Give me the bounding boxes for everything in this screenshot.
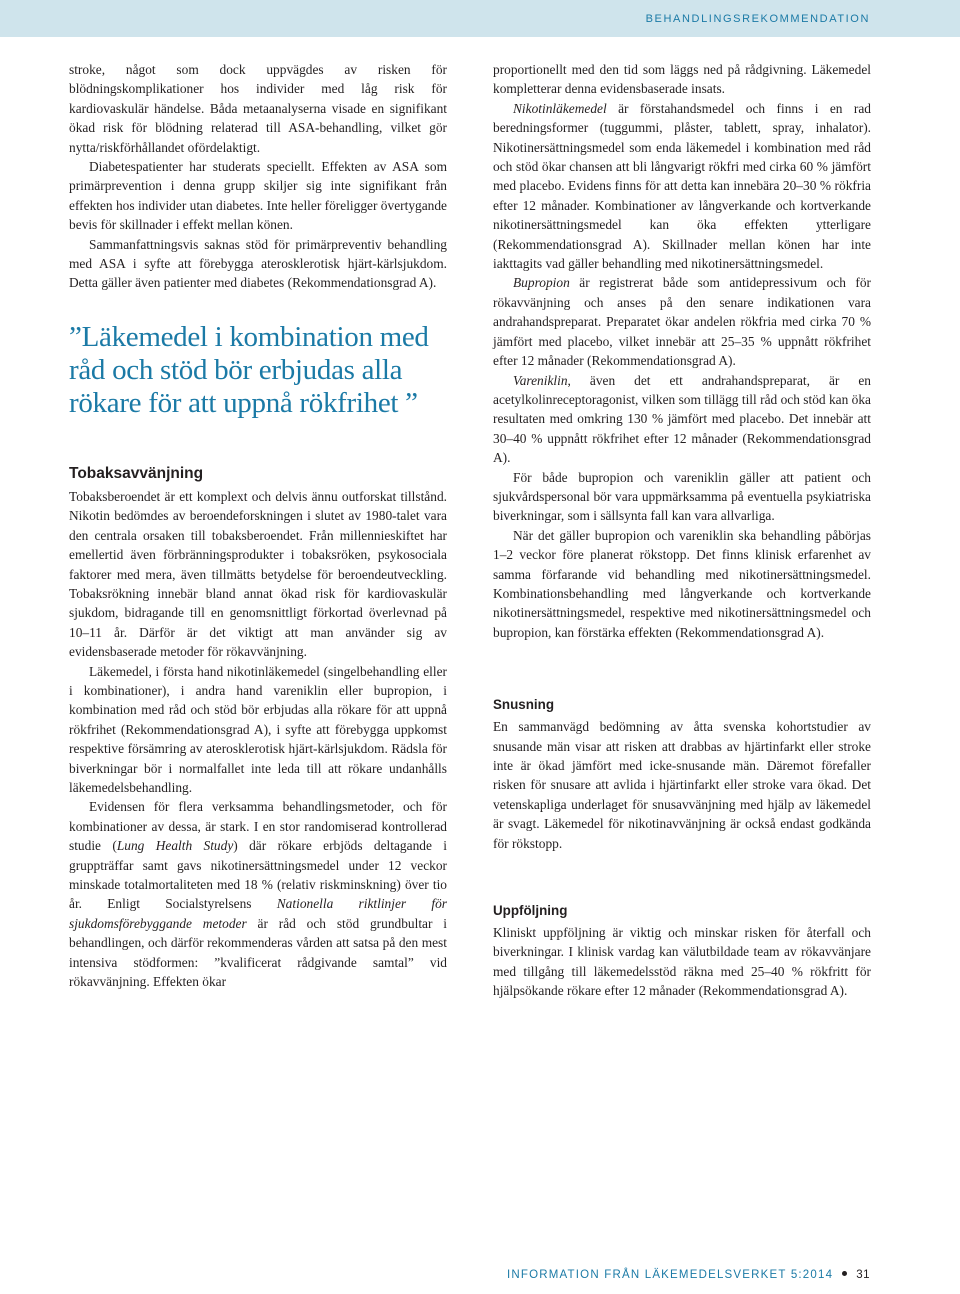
open-quote-mark: ” <box>69 320 82 353</box>
header-band <box>0 0 960 37</box>
paragraph: När det gäller bupropion och vareniklin ska behandling påbörjas 1–2 veckor före planerat rökstopp. Det finns klinisk erfarenhet av samma förfarande vid behandling med nikotinersättningsmedel. Kombinationsbehandling med långverkande och kortverkande nikotinersättningsmedel, respektive med nikotinersättningsmedel och bupropion, kan förstärka effekten (Rekommendationsgrad A). <box>493 527 871 640</box>
section-heading-uppfoljning: Uppföljning <box>493 903 568 919</box>
paragraph: proportionellt med den tid som läggs ned på rådgivning. Läkemedel kompletterar denna evidensbaserade insats. <box>493 62 871 97</box>
pull-quote <box>69 321 447 420</box>
page-number: 31 <box>856 1269 870 1281</box>
text-run: ) där rökare erbjöds deltagande i gruppträffar samt gavs nikotinersättningsmedel under 12 veckor minskade totalmortaliteten med 18 % (relativ riskminskning) över tio år. Enligt Socialstyrelsens <box>69 838 447 912</box>
paragraph <box>493 371 871 468</box>
paragraph: Diabetespatienter har studerats speciellt. Effekten av ASA som primärprevention i denna grupp skiljer sig inte signifikant från effekten hos individer utan diabetes. Inte heller föreligger övertygande bevis för skillnader i effekt mellan könen. <box>69 159 447 233</box>
paragraph <box>493 273 871 370</box>
close-quote-mark: ” <box>405 386 418 419</box>
paragraph: En sammanvägd bedömning av åtta svenska kohortstudier av snusande män visar att risken att drabbas av hjärtinfarkt eller stroke inte är ökad jämfört med icke-snusande män. Däremot förefaller risken för snusare att avlida i hjärtinfarkt eller stroke vara ökad. Det vetenskapliga underlaget för snusavvänjning med hjälp av läkemedel är svagt. Läkemedel för nikotinavvänjning är också endast godkända för rökstopp. <box>493 719 871 851</box>
study-name: Lung Health Study <box>116 838 234 854</box>
publication-name: INFORMATION FRÅN LÄKEMEDELSVERKET 5:2014 <box>506 1269 834 1281</box>
text-run: är förstahandsmedel och finns i en rad beredningsformer (tuggummi, plåster, tablett, spray, inhalator). Nikotinersättningsmedel som enda läkemedel i kombination med råd och stöd ökar chansen att bli långvarigt rökfri med cirka 60 % jämfört med placebo. Evidens finns för att detta kan innebära 20–30 % rökfria efter 12 månader. Kombinationer av långverkande och kortverkande nikotinersättningsmedel kan öka effekten ytterligare (Rekommendationsgrad A). Skillnader mellan könen har inte iakttagits vad gäller behandling med nikotinersättningsmedel. <box>493 100 871 272</box>
paragraph: Sammanfattningsvis saknas stöd för primärpreventiv behandling med ASA i syfte att förebygga aterosklerotisk hjärt-kärlsjukdom. Detta gäller även patienter med diabetes (Rekommendationsgrad A). <box>69 236 447 291</box>
text-run: , även det ett andrahandspreparat, är en acetylkolinreceptoragonist, vilken som tillägg till råd och stöd kan öka resultaten med omkring 130 % jämfört med placebo. Det innebär att 30–40 % uppnått rökfrihet efter 12 månader (Rekommendationsgrad A). <box>493 372 871 466</box>
right-column <box>493 60 871 1001</box>
drug-term: Nikotinläkemedel <box>513 100 607 116</box>
paragraph: För både bupropion och vareniklin gäller att patient och sjukvårdspersonal bör vara uppmärksamma på eventuella psykiatriska biverkningar, som i sällsynta fall kan vara allvarliga. <box>493 469 871 524</box>
section-heading-tobaksavvanjning: Tobaksavvänjning <box>69 464 204 482</box>
guideline-title: Nationella riktlinjer för sjukdomsförebyggande metoder <box>69 896 447 931</box>
drug-term: Bupropion <box>513 275 570 291</box>
paragraph: Kliniskt uppföljning är viktig och minskar risken för återfall och biverkningar. I klinisk vardag kan välutbildade team av rökavvänjare med tillgång till läkemedelsstöd räkna med 25–40 % rökfritt för hjälpsökande rökare efter 12 månader (Rekommendationsgrad A). <box>493 925 871 999</box>
section-label: BEHANDLINGSREKOMMENDATION <box>645 13 870 25</box>
paragraph <box>493 99 871 274</box>
page-footer <box>507 1269 870 1281</box>
text-run: är råd och stöd grundbultar i behandlingen, och därför rekommenderas vården att satsa på den mest intensiva stödformen: ”kvalificerat rådgivande samtal” vid rökavvänjning. Effekten ökar <box>69 915 448 990</box>
text-run: Evidensen för flera verksamma behandlingsmetoder, och för kombinationer av dessa, är stark. I en stor randomiserad kontrollerad studie ( <box>69 799 447 854</box>
pull-quote-text: Läkemedel i kombination med råd och stöd bör erbjudas alla rökare för att uppnå rökfrihet <box>69 320 429 419</box>
paragraph: Tobaksberoendet är ett komplext och delvis ännu outforskat tillstånd. Nikotin bedömdes av beroendeforskningen i slutet av 1980-talet vara den centrala orsaken till tobaksberoendet. Från millennieskiftet har emellertid även förbränningsprodukter i tobaksröken, psykosociala faktorer med mera, även tillmätts betydelse för beroendeutveckling. Tobaksrökning innebär bland annat ökad risk för kardiovaskulär sjukdom, bidragande till en genomsnittligt förkortad överlevnad på 10–11 år. Därför är det viktigt att man använder sig av evidensbaserade metoder för rökavvänjning. <box>69 488 447 660</box>
text-run: är registrerat både som antidepressivum och för rökavvänjning och anses på den senare indikationen vara andrahandspreparat. Preparatet ökar andelen rökfria med cirka 70 % jämfört med placebo, vilket innebär att 25–35 % uppnått rökfrihet efter 12 månader (Rekommendationsgrad A). <box>493 275 871 369</box>
paragraph: Läkemedel, i första hand nikotinläkemedel (singelbehandling eller i kombinationer), i andra hand vareniklin eller bupropion, i kombination med råd och stöd bör erbjudas alla rökare för att uppnå rökfrihet (Rekommendationsgrad A), i syfte att förebygga uppkomst respektive försämring av aterosklerotisk hjärt-kärlsjukdom. Rädsla för biverkningar bör i normalfallet inte leda till att rökare undanhålls läkemedelsbehandling. <box>69 663 447 795</box>
section-heading-snusning: Snusning <box>493 697 554 713</box>
paragraph <box>69 797 447 991</box>
paragraph: stroke, något som dock uppvägdes av risken för blödningskomplikationer hos individer med låg risk för kardiovaskulär händelse. Båda metaanalyserna visade en signifikant ökad risk för blödning relaterad till ASA-behandling, vilket gör nytta/riskförhållandet ofördelaktigt. <box>69 62 447 155</box>
bullet-separator <box>842 1271 847 1276</box>
left-column <box>69 60 447 991</box>
drug-term: Vareniklin <box>513 372 568 388</box>
